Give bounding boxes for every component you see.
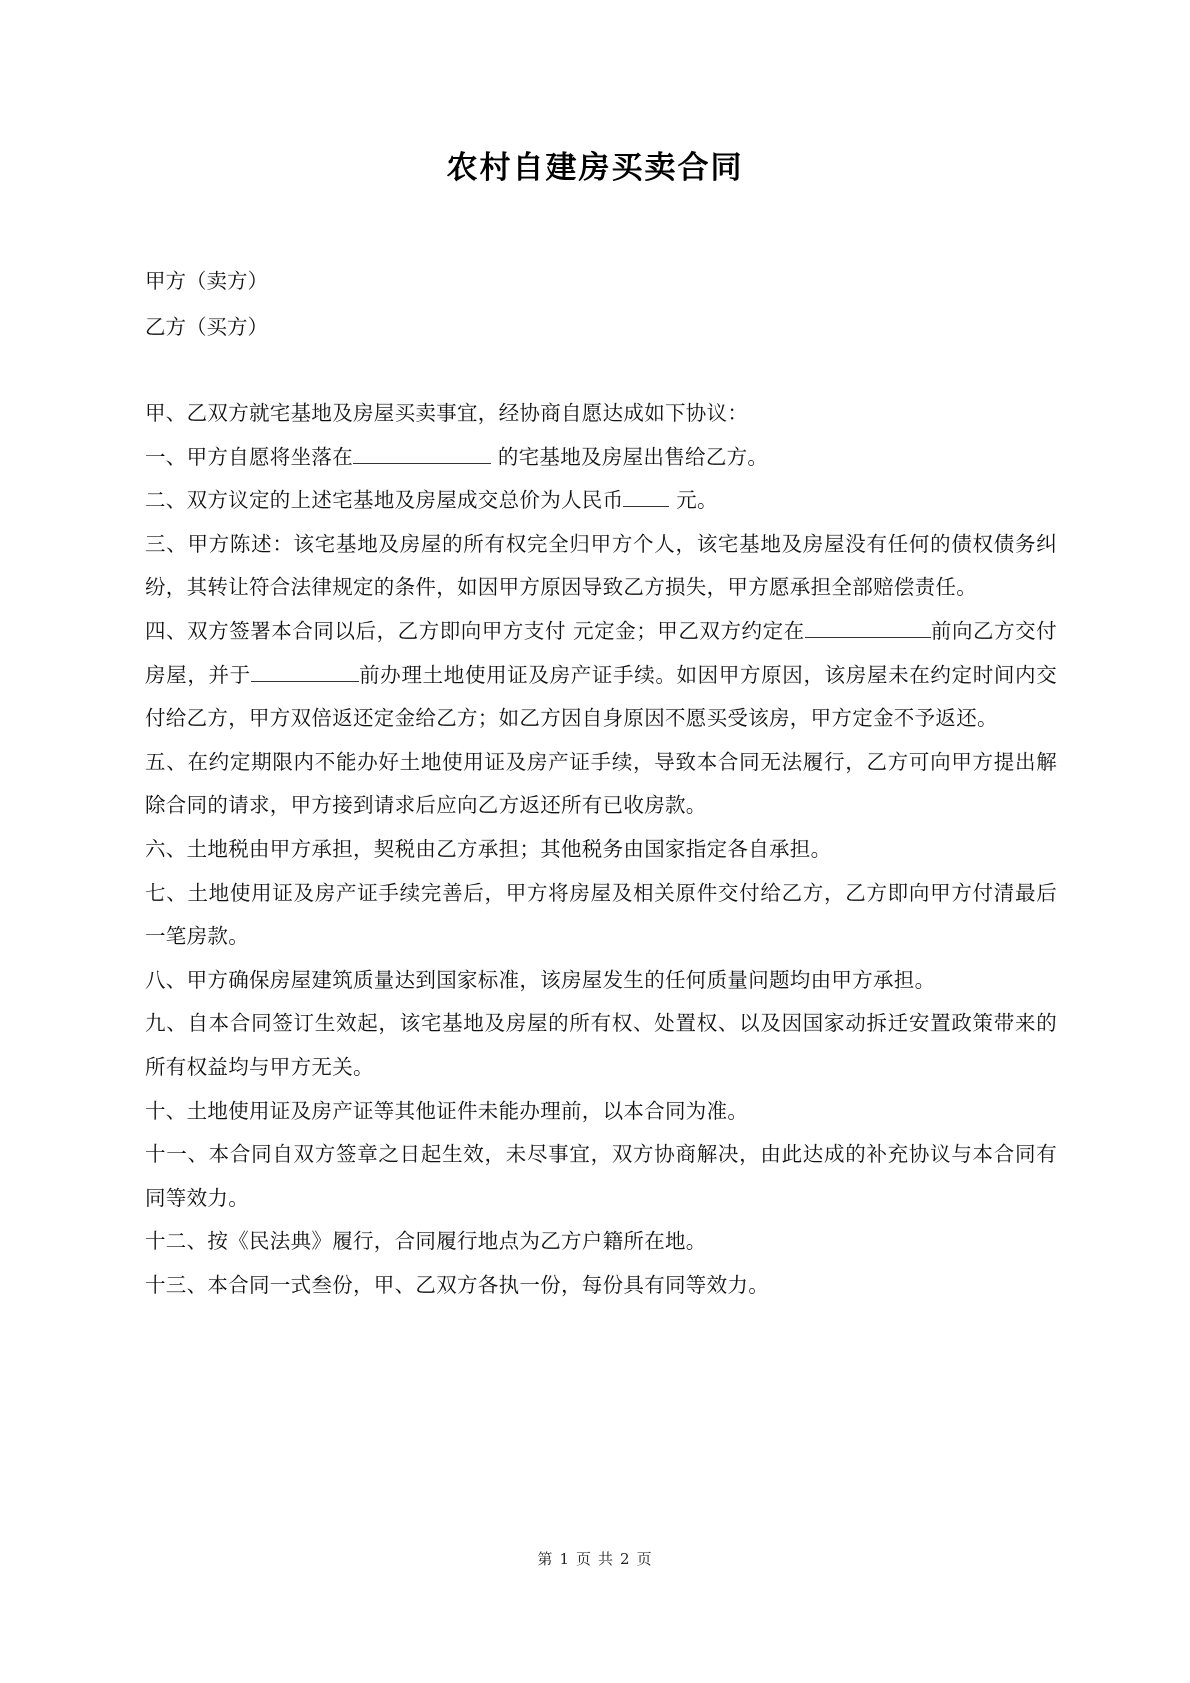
clause-2-text-after: 元。 — [669, 488, 718, 513]
clause-2-text-before: 二、双方议定的上述宅基地及房屋成交总价为人民币 — [145, 488, 624, 513]
clause-10: 十、土地使用证及房产证等其他证件未能办理前，以本合同为准。 — [145, 1098, 749, 1123]
clause-5: 五、在约定期限内不能办好土地使用证及房产证手续，导致本合同无法履行，乙方可向甲方提出解除合同的请求，甲方接到请求后应向乙方返还所有已收房款。 — [145, 749, 1057, 818]
clause-4-text-part2: 前向乙方交付房屋，并于 — [145, 618, 1057, 687]
clause-4-text-part3: 前办理土地使用证及房产证手续。如因甲方原因，该房屋未在约定时间内交付给乙方，甲方双倍返还定金给乙方；如乙方因自身原因不愿买受该房，甲方定金不予返还。 — [145, 662, 1057, 731]
clause-7: 七、土地使用证及房产证手续完善后，甲方将房屋及相关原件交付给乙方，乙方即向甲方付清最后一笔房款。 — [145, 880, 1057, 949]
clause-1-text-before: 一、甲方自愿将坐落在 — [145, 444, 353, 469]
clause-8: 八、甲方确保房屋建筑质量达到国家标准，该房屋发生的任何质量问题均由甲方承担。 — [145, 967, 936, 992]
clause-12: 十二、按《民法典》履行，合同履行地点为乙方户籍所在地。 — [145, 1229, 707, 1254]
clause-3: 三、甲方陈述：该宅基地及房屋的所有权完全归甲方个人，该宅基地及房屋没有任何的债权债务纠纷，其转让符合法律规定的条件，如因甲方原因导致乙方损失，甲方愿承担全部赔偿责任。 — [145, 531, 1057, 600]
location-blank-field[interactable] — [353, 445, 491, 464]
document-title: 农村自建房买卖合同 — [446, 150, 744, 186]
footer-prefix: 第 — [537, 1550, 554, 1568]
footer-total-label: 共 — [598, 1550, 615, 1568]
clause-1 — [145, 436, 1057, 480]
contract-body — [145, 392, 1057, 1307]
footer-page-label: 页 — [575, 1550, 592, 1568]
parties-block — [145, 258, 268, 350]
clause-11: 十一、本合同自双方签章之日起生效，未尽事宜，双方协商解决，由此达成的补充协议与本合同有同等效力。 — [145, 1142, 1057, 1210]
clause-4 — [145, 610, 1057, 741]
price-blank-field[interactable] — [623, 488, 669, 507]
certificate-date-blank-field[interactable] — [251, 663, 359, 682]
current-page-number: 1 — [559, 1550, 570, 1568]
clause-4-text-part1: 四、双方签署本合同以后，乙方即向甲方支付 元定金；甲乙双方约定在 — [145, 618, 805, 643]
intro-paragraph: 甲、乙双方就宅基地及房屋买卖事宜，经协商自愿达成如下协议： — [145, 401, 749, 425]
clause-13: 十三、本合同一式叁份，甲、乙双方各执一份，每份具有同等效力。 — [145, 1272, 769, 1297]
total-pages-number: 2 — [620, 1550, 631, 1568]
party-a-seller: 甲方（卖方） — [145, 269, 268, 293]
clause-6: 六、土地税由甲方承担，契税由乙方承担；其他税务由国家指定各自承担。 — [145, 836, 832, 861]
clause-2 — [145, 479, 1057, 523]
delivery-date-blank-field[interactable] — [805, 619, 931, 638]
footer-suffix: 页 — [636, 1550, 653, 1568]
party-b-buyer: 乙方（买方） — [145, 315, 268, 339]
clause-1-text-after: 的宅基地及房屋出售给乙方。 — [491, 444, 769, 469]
page-footer — [0, 1548, 1190, 1569]
clause-9: 九、自本合同签订生效起，该宅基地及房屋的所有权、处置权、以及因国家动拆迁安置政策带来的所有权益均与甲方无关。 — [145, 1011, 1057, 1079]
